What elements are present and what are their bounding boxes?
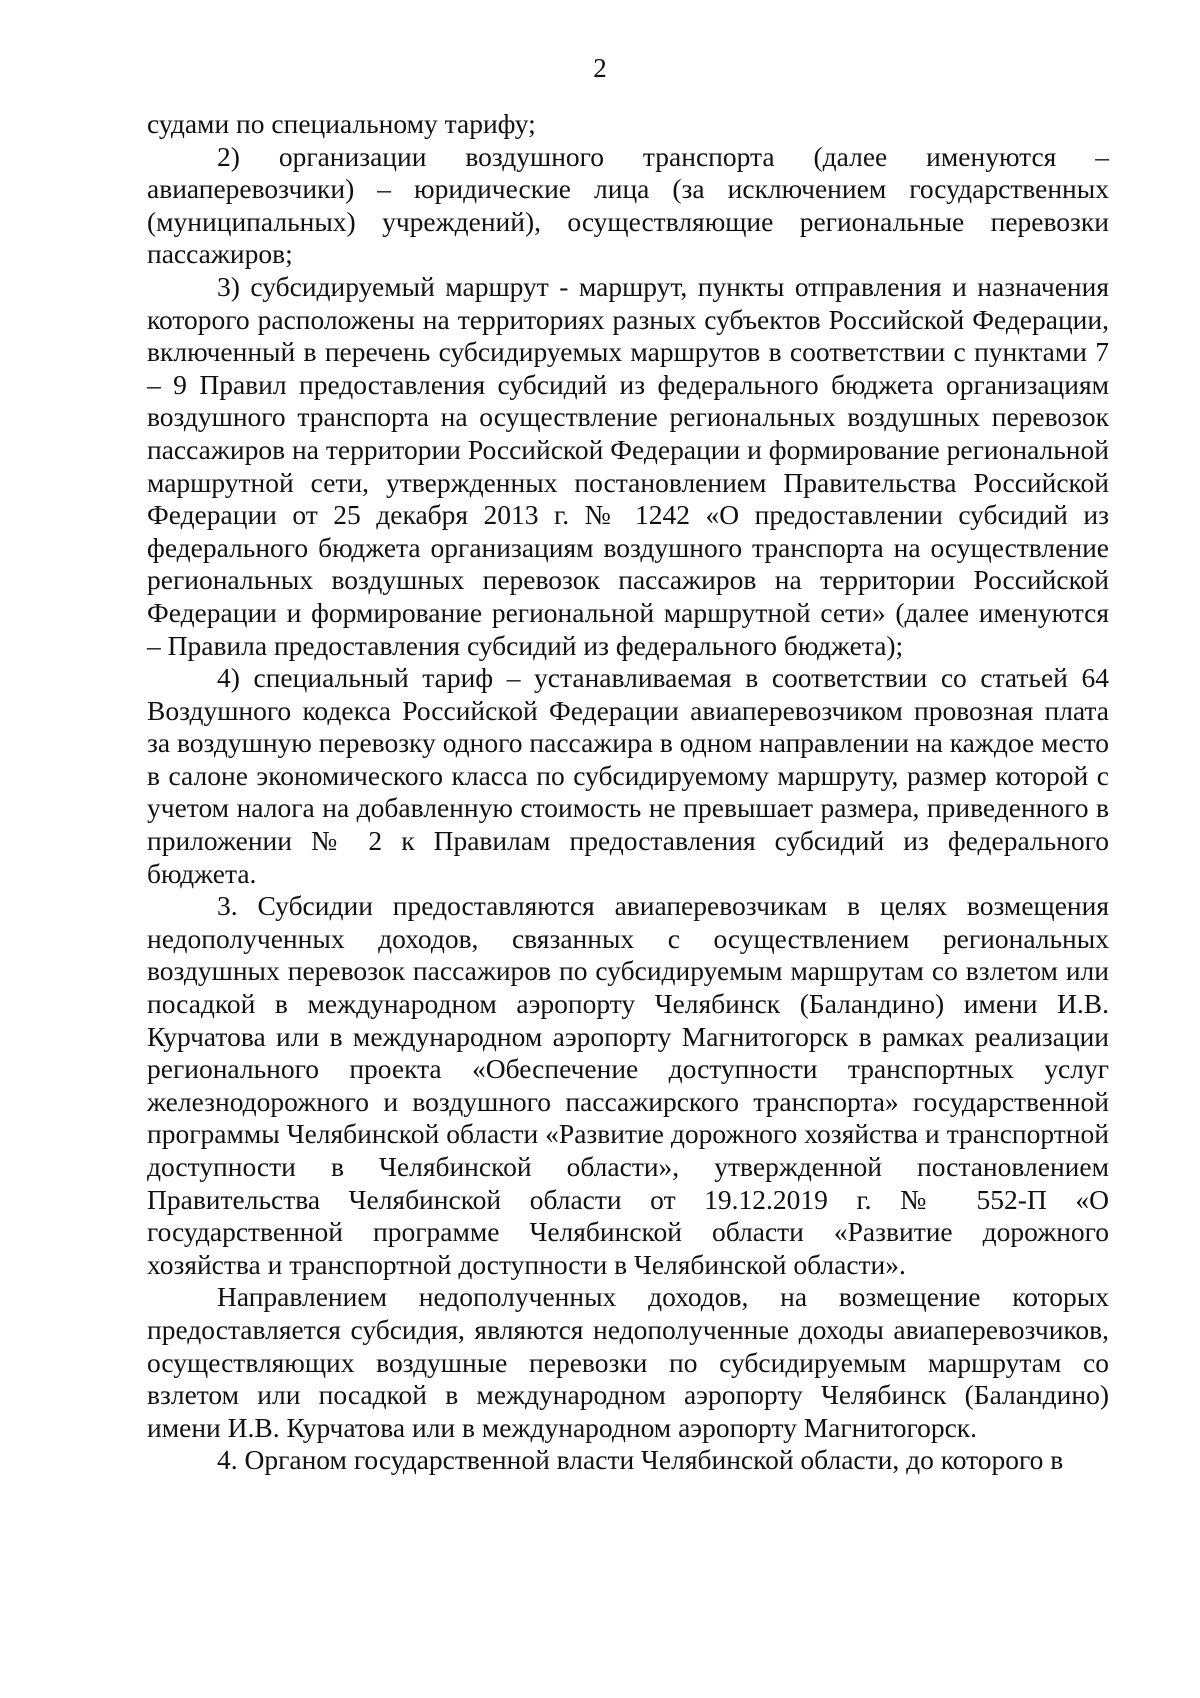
- paragraph-item-2-carriers: 2) организации воздушного транспорта (далее именуются – авиаперевозчики) – юридические лица (за исключением государственных (муниципальных) учреждений), осуществляющие региональные перевозки пассажиров;: [147, 140, 1109, 270]
- paragraph-clause-4-start: 4. Органом государственной власти Челябинской области, до которого в: [217, 1444, 1064, 1476]
- document-body: [147, 108, 1109, 1477]
- paragraph-clause-3-subsidies: 3. Субсидии предоставляются авиаперевозчикам в целях возмещения недополученных доходов, связанных с осуществлением региональных воздушных перевозок пассажиров по субсидируемым маршрутам со взлетом или посадкой в международном аэропорту Челябинск (Баландино) имени И.В. Курчатова или в международном аэропорту Магнитогорск в рамках реализации регионального проекта «Обеспечение доступности транспортных услуг железнодорожного и воздушного пассажирского транспорта» государственной программы Челябинской области «Развитие дорожного хозяйства и транспортной доступности в Челябинской области», утвержденной постановлением Правительства Челябинской области от 19.12.2019 г. № 552-П «О государственной программе Челябинской области «Развитие дорожного хозяйства и транспортной доступности в Челябинской области».: [147, 890, 1109, 1280]
- paragraph-item-4-special-tariff: 4) специальный тариф – устанавливаемая в соответствии со статьей 64 Воздушного кодекса Российской Федерации авиаперевозчиком провозная плата за воздушную перевозку одного пассажира в одном направлении на каждое место в салоне экономического класса по субсидируемому маршруту, размер которой с учетом налога на добавленную стоимость не превышает размера, приведенного в приложении № 2 к Правилам предоставления субсидий из федерального бюджета.: [147, 662, 1109, 889]
- paragraph-continuation: судами по специальному тарифу;: [147, 108, 536, 139]
- paragraph-lost-income-direction: Направлением недополученных доходов, на возмещение которых предоставляется субсидия, являются недополученные доходы авиаперевозчиков, осуществляющих воздушные перевозки по субсидируемым маршрутам со взлетом или посадкой в международном аэропорту Челябинск (Баландино) имени И.В. Курчатова или в международном аэропорту Магнитогорск.: [147, 1281, 1109, 1443]
- paragraph-item-3-subsidized-route: 3) субсидируемый маршрут - маршрут, пункты отправления и назначения которого расположены на территориях разных субъектов Российской Федерации, включенный в перечень субсидируемых маршрутов в соответствии с пунктами 7 – 9 Правил предоставления субсидий из федерального бюджета организациям воздушного транспорта на осуществление региональных воздушных перевозок пассажиров на территории Российской Федерации и формирование региональной маршрутной сети, утвержденных постановлением Правительства Российской Федерации от 25 декабря 2013 г. № 1242 «О предоставлении субсидий из федерального бюджета организациям воздушного транспорта на осуществление региональных воздушных перевозок пассажиров на территории Российской Федерации и формирование региональной маршрутной сети» (далее именуются – Правила предоставления субсидий из федерального бюджета);: [147, 270, 1109, 661]
- page-number: 2: [593, 53, 607, 83]
